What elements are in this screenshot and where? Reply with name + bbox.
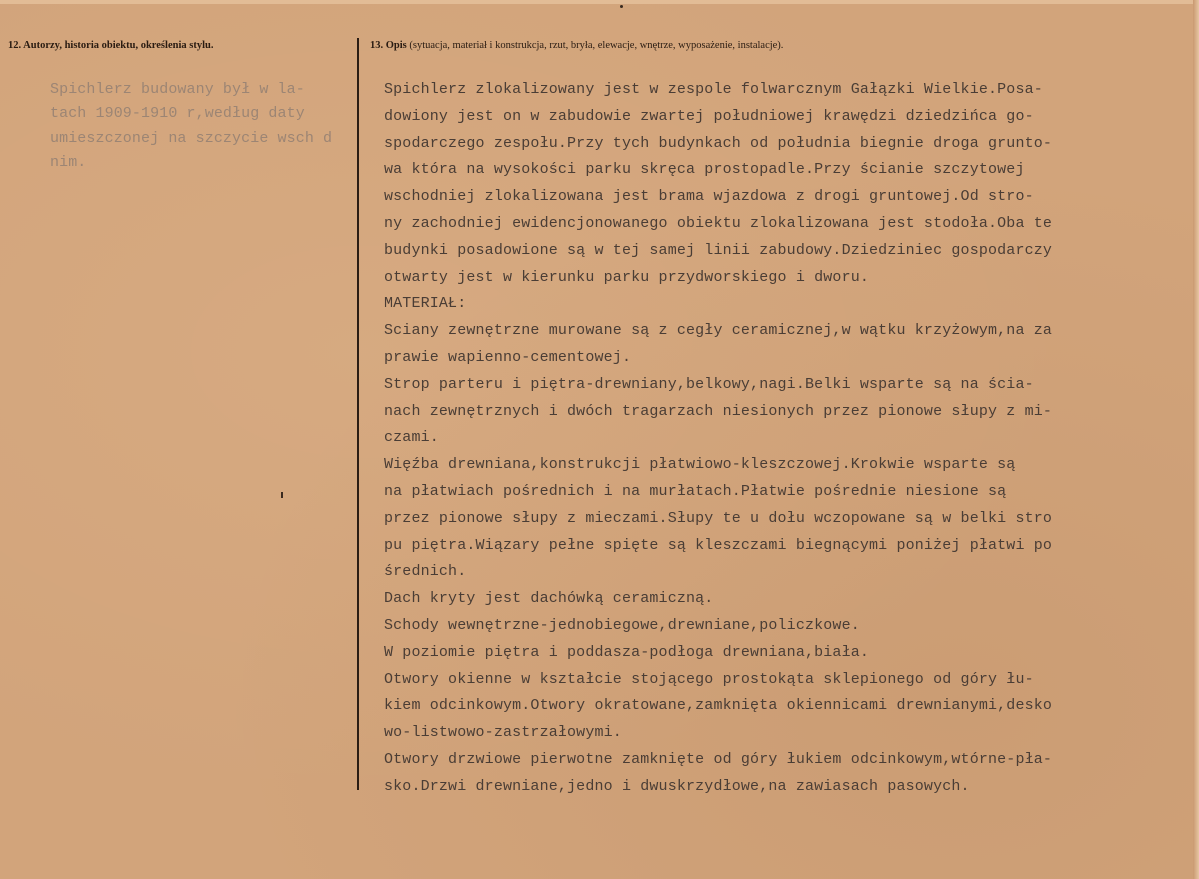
ink-speck xyxy=(281,492,283,498)
description-line: wo-listwowo-zastrzałowymi. xyxy=(384,724,622,742)
description-line: W poziomie piętra i poddasza-podłoga drewniana,biała. xyxy=(384,643,870,661)
description-line: Otwory okienne w kształcie stojącego prostokąta sklepionego od góry łu- xyxy=(384,670,1034,688)
description-line: otwarty jest w kierunku parku przydworskiego i dworu. xyxy=(384,268,870,286)
description-line: nach zewnętrznych i dwóch tragarzach niesionych przez pionowe słupy z mi- xyxy=(384,402,1053,420)
description-line: ny zachodniej ewidencjonowanego obiektu zlokalizowana jest stodoła.Oba te xyxy=(384,214,1053,232)
description-line: dowiony jest on w zabudowie zwartej południowej krawędzi dziedzińca go- xyxy=(384,107,1034,125)
description-line: pu piętra.Wiązary pełne spięte są kleszczami biegnącymi poniżej płatwi po xyxy=(384,536,1053,554)
description-line: prawie wapienno-cementowej. xyxy=(384,348,632,366)
history-text-block xyxy=(50,78,355,176)
description-line: wschodniej zlokalizowana jest brama wjazdowa z drogi gruntowej.Od stro- xyxy=(384,188,1034,206)
column-divider xyxy=(357,38,359,790)
section-13-number: 13. Opis xyxy=(370,40,407,51)
description-line: czami. xyxy=(384,429,439,447)
description-line: Sciany zewnętrzne murowane są z cegły ceramicznej,w wątku krzyżowym,na za xyxy=(384,322,1053,340)
description-line: na płatwiach pośrednich i na murłatach.Płatwie pośrednie niesione są xyxy=(384,482,1007,500)
history-line: Spichlerz budowany był w la- xyxy=(50,81,305,98)
description-line: kiem odcinkowym.Otwory okratowane,zamknięta okiennicami drewnianymi,desko xyxy=(384,697,1053,715)
description-line: wa która na wysokości parku skręca prostopadle.Przy ścianie szczytowej xyxy=(384,161,1025,179)
section-13-subtitle: (sytuacja, materiał i konstrukcja, rzut, bryła, elewacje, wnętrze, wyposażenie, instalacje). xyxy=(406,40,784,51)
description-line: średnich. xyxy=(384,563,467,581)
history-line: umieszczonej na szczycie wsch d xyxy=(50,129,333,147)
description-line: Strop parteru i piętra-drewniany,belkowy,nagi.Belki wsparte są na ścia- xyxy=(384,375,1034,393)
description-line: Dach kryty jest dachówką ceramiczną. xyxy=(384,590,714,608)
description-line: budynki posadowione są w tej samej linii zabudowy.Dziedziniec gospodarczy xyxy=(384,241,1053,259)
description-line: sko.Drzwi drewniane,jedno i dwuskrzydłowe,na zawiasach pasowych. xyxy=(384,777,970,795)
history-line: nim. xyxy=(50,154,87,172)
description-line: Otwory drzwiowe pierwotne zamknięte od góry łukiem odcinkowym,wtórne-pła- xyxy=(384,750,1053,768)
description-line: spodarczego zespołu.Przy tych budynkach od południa biegnie droga grunto- xyxy=(384,134,1053,152)
description-line: przez pionowe słupy z mieczami.Słupy te u dołu wczopowane są w belki stro xyxy=(384,509,1053,527)
history-line: tach 1909-1910 r,według daty xyxy=(50,105,305,123)
card-top-edge xyxy=(0,0,1199,4)
card-right-edge xyxy=(1193,0,1199,879)
description-line: Schody wewnętrzne-jednobiegowe,drewniane,policzkowe. xyxy=(384,616,860,634)
description-line: Spichlerz zlokalizowany jest w zespole folwarcznym Gałązki Wielkie.Posa- xyxy=(384,81,1043,98)
section-13-heading xyxy=(370,40,783,51)
description-line: Więźba drewniana,konstrukcji płatwiowo-kleszczowej.Krokwie wsparte są xyxy=(384,456,1016,474)
description-text-block xyxy=(384,77,1184,801)
ink-speck xyxy=(620,5,623,8)
material-heading: MATERIAŁ: xyxy=(384,295,467,313)
section-12-heading: 12. Autorzy, historia obiektu, określenia stylu. xyxy=(8,40,214,51)
